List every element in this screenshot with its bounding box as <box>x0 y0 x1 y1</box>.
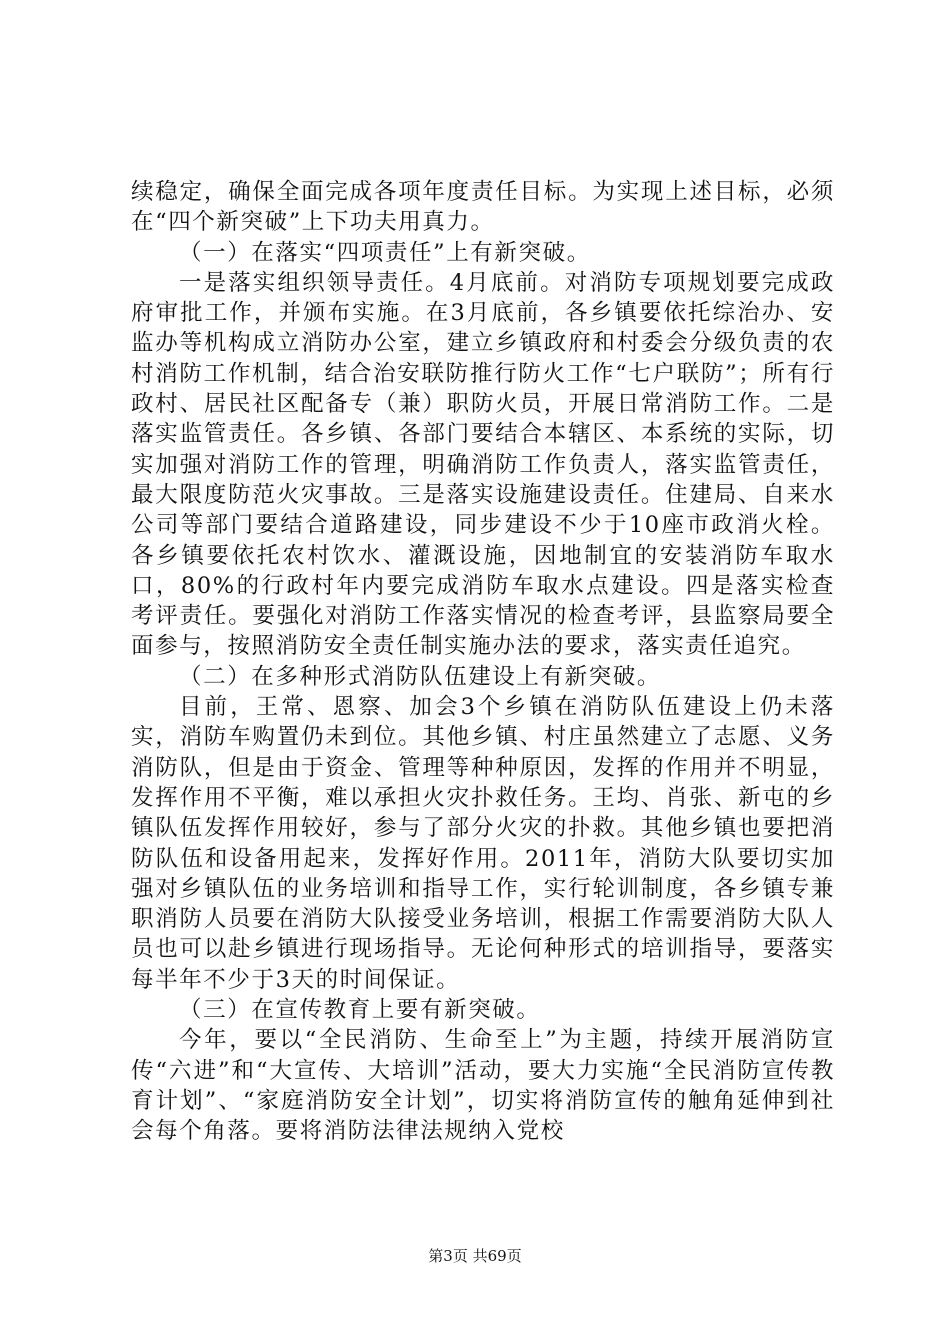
document-body <box>131 177 835 1147</box>
section-heading-1: （一）在落实“四项责任”上有新突破。 <box>179 239 591 266</box>
page-number: 第3页 共69页 <box>428 1247 522 1265</box>
section-heading-2: （二）在多种形式消防队伍建设上有新突破。 <box>179 663 662 690</box>
paragraph-publicity: 今年，要以“全民消防、生命至上”为主题，持续开展消防宣传“六进”和“大宣传、大培训”活动，要大力实施“全民消防宣传教育计划”、“家庭消防安全计划”，切实将消防宣传的触角延伸到社会每个角落。要将消防法律法规纳入党校 <box>131 1027 835 1145</box>
section-heading-3: （三）在宣传教育上要有新突破。 <box>179 997 541 1024</box>
paragraph-responsibilities: 一是落实组织领导责任。4月底前。对消防专项规划要完成政府审批工作，并颁布实施。在3月底前，各乡镇要依托综治办、安监办等机构成立消防办公室，建立乡镇政府和村委会分级负责的农村消防工作机制，结合治安联防推行防火工作“七户联防”；所有行政村、居民社区配备专（兼）职防火员，开展日常消防工作。二是落实监管责任。各乡镇、各部门要结合本辖区、本系统的实际，切实加强对消防工作的管理，明确消防工作负责人，落实监管责任，最大限度防范火灾事故。三是落实设施建设责任。住建局、自来水公司等部门要结合道路建设，同步建设不少于10座市政消火栓。各乡镇要依托农村饮水、灌溉设施，因地制宜的安装消防车取水口，80%的行政村年内要完成消防车取水点建设。四是落实检查考评责任。要强化对消防工作落实情况的检查考评，县监察局要全面参与，按照消防安全责任制实施办法的要求，落实责任追究。 <box>131 269 835 660</box>
page-footer <box>0 1245 950 1266</box>
paragraph-fire-teams: 目前，王常、恩察、加会3个乡镇在消防队伍建设上仍未落实，消防车购置仍未到位。其他乡镇、村庄虽然建立了志愿、义务消防队，但是由于资金、管理等种种原因，发挥的作用并不明显，发挥作用不平衡，难以承担火灾扑救任务。王均、肖张、新屯的乡镇队伍发挥作用较好，参与了部分火灾的扑救。其他乡镇也要把消防队伍和设备用起来，发挥好作用。2011年，消防大队要切实加强对乡镇队伍的业务培训和指导工作，实行轮训制度，各乡镇专兼职消防人员要在消防大队接受业务培训，根据工作需要消防大队人员也可以赴乡镇进行现场指导。无论何种形式的培训指导，要落实每半年不少于3天的时间保证。 <box>131 694 835 993</box>
paragraph-continuation: 续稳定，确保全面完成各项年度责任目标。为实现上述目标，必须在“四个新突破”上下功夫用真力。 <box>131 179 835 236</box>
